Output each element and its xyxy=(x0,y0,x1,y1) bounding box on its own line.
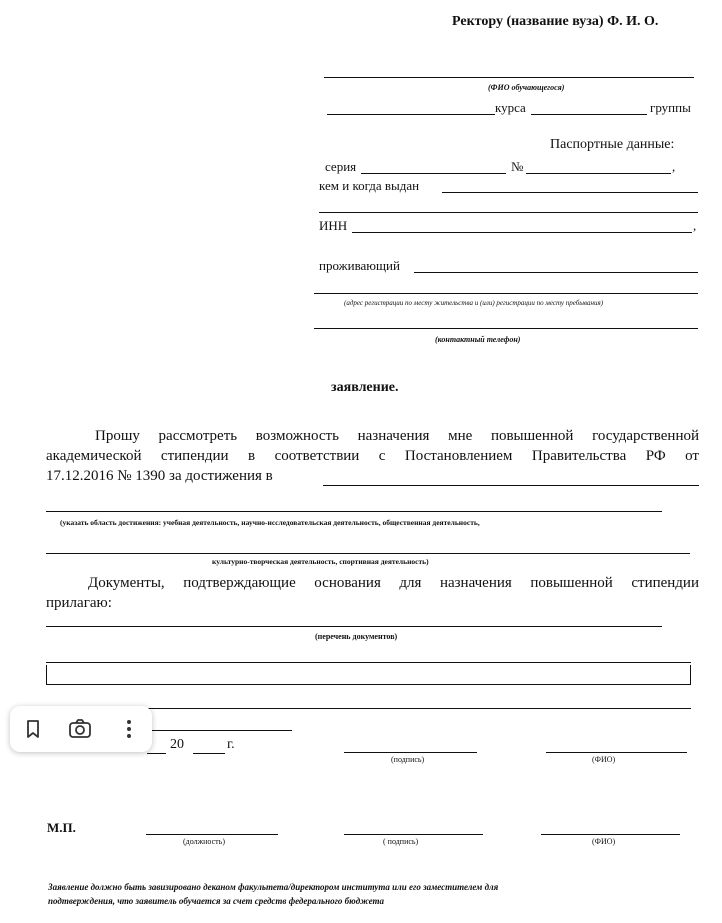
sign-line-2 xyxy=(344,834,483,835)
address-line xyxy=(314,293,698,294)
more-options-button[interactable] xyxy=(114,714,144,744)
fio-line-2 xyxy=(541,834,680,835)
phone-caption: (контактный телефон) xyxy=(435,335,521,344)
footnote-line-1: Заявление должно быть завизировано деканом факультета/директором института или его заместителем для xyxy=(48,882,499,892)
group-line xyxy=(531,114,647,115)
address-caption: (адрес регистрации по месту жительства и (или) регистрации по месту пребывания) xyxy=(344,299,604,307)
issued-line-2 xyxy=(319,212,698,213)
fio-caption: (ФИО обучающегося) xyxy=(488,83,565,92)
documents-caption: (перечень документов) xyxy=(315,632,398,641)
day-line xyxy=(147,753,166,754)
phone-line xyxy=(314,328,698,329)
bookmark-icon xyxy=(18,714,48,744)
course-line xyxy=(327,114,495,115)
fio-line xyxy=(324,77,694,78)
fio-sign-caption: (ФИО) xyxy=(592,755,616,764)
para2-line2: прилагаю: xyxy=(46,595,112,611)
statement-paragraph-1 xyxy=(46,426,699,486)
achievement-line-3 xyxy=(46,553,690,554)
achievement-line-2 xyxy=(46,511,662,512)
issued-line xyxy=(442,192,698,193)
fio-caption-2: (ФИО) xyxy=(592,837,616,846)
comma-2: , xyxy=(693,218,697,233)
statement-title: заявление. xyxy=(331,380,399,395)
sign-caption: (подпись) xyxy=(391,755,425,764)
footnote xyxy=(48,880,698,908)
statement-paragraph-2 xyxy=(46,573,699,613)
issued-label: кем и когда выдан xyxy=(319,178,420,193)
documents-line xyxy=(46,626,662,627)
documents-line-2 xyxy=(46,662,691,663)
passport-title: Паспортные данные: xyxy=(550,137,675,152)
residing-label: проживающий xyxy=(319,258,400,273)
sign-caption-2: ( подпись) xyxy=(383,837,419,846)
position-line xyxy=(146,834,278,835)
floating-toolbar xyxy=(10,706,152,752)
documents-box xyxy=(46,665,691,685)
bookmark-button[interactable] xyxy=(18,714,48,744)
sign-line xyxy=(344,752,477,753)
addressee-title: Ректору (название вуза) Ф. И. О. xyxy=(452,14,659,29)
footnote-line-2: подтверждения, что заявитель обучается за счет средств федерального бюджета xyxy=(48,896,385,906)
fio-sign-line xyxy=(546,752,687,753)
para2-line1: Документы, подтверждающие основания для назначения повышенной стипендии xyxy=(88,575,699,591)
number-line xyxy=(526,173,671,174)
achievement-caption-1: (указать область достижения: учебная деятельность, научно-исследовательская деятельность, общественная деятельность, xyxy=(60,518,480,527)
number-label: № xyxy=(511,159,524,174)
stamp-label: М.П. xyxy=(47,820,76,835)
inn-label: ИНН xyxy=(319,218,348,233)
more-vertical-icon xyxy=(114,714,144,744)
position-caption: (должность) xyxy=(183,837,225,846)
series-label: серия xyxy=(325,159,357,174)
achievement-line xyxy=(323,485,699,486)
year-line xyxy=(193,753,225,754)
date-line-1 xyxy=(152,730,292,731)
comma-1: , xyxy=(672,159,676,174)
para1-line3: 17.12.2016 № 1390 за достижения в xyxy=(46,468,273,484)
inn-line xyxy=(352,232,692,233)
group-label: группы xyxy=(650,100,691,115)
year-prefix: 20 xyxy=(170,737,184,752)
screenshot-button[interactable] xyxy=(65,714,95,744)
residing-line xyxy=(414,272,698,273)
year-suffix: г. xyxy=(227,737,235,752)
series-line xyxy=(361,173,506,174)
course-label: курса xyxy=(495,100,526,115)
para1-line1: Прошу рассмотреть возможность назначения мне повышенной государственной xyxy=(95,428,699,444)
camera-capture-icon xyxy=(65,714,95,744)
para1-line2: академической стипендии в соответствии с Постановлением Правительства РФ от xyxy=(46,448,699,464)
achievement-caption-2: культурно-творческая деятельность, спортивная деятельность) xyxy=(212,557,429,566)
